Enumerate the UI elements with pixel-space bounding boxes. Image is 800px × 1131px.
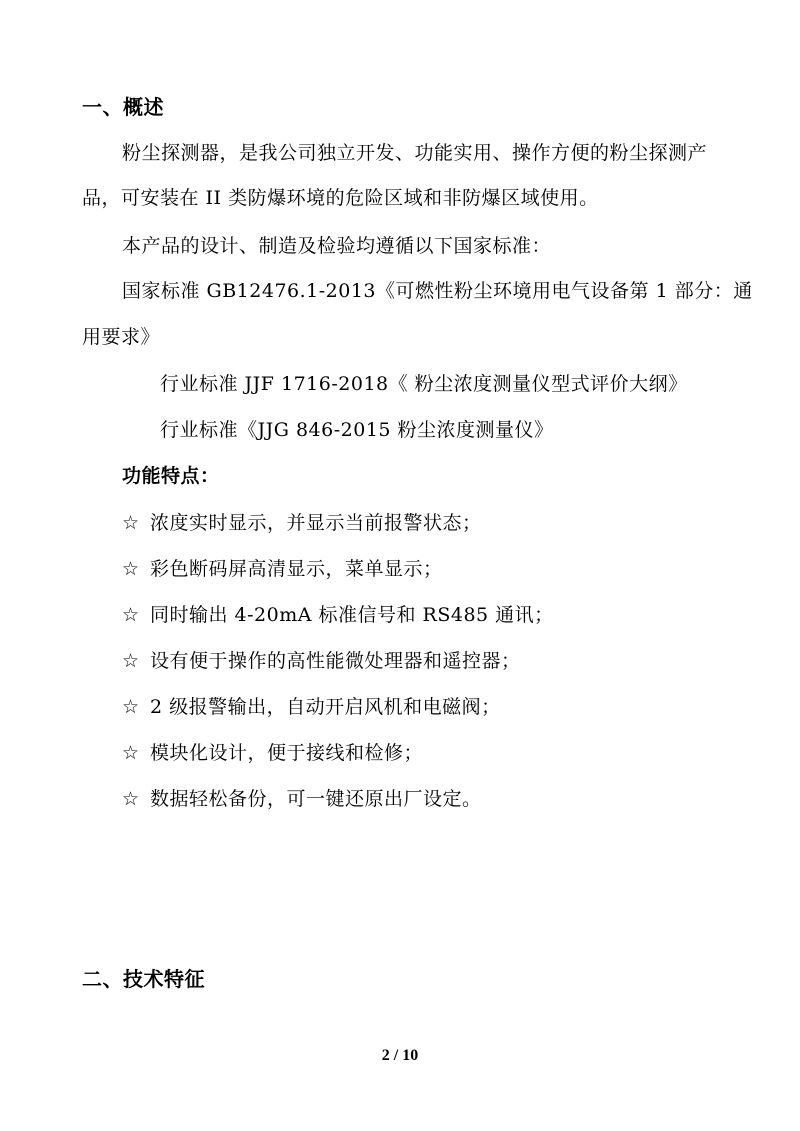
star-bullet-icon: ☆: [122, 788, 140, 810]
feature-text: 模块化设计，便于接线和检修；: [150, 742, 424, 764]
feature-item: [122, 694, 501, 720]
star-bullet-icon: ☆: [122, 604, 140, 626]
feature-text: 浓度实时显示，并显示当前报警状态；: [150, 512, 482, 534]
section-1-title: 一、概述: [82, 95, 164, 119]
star-bullet-icon: ☆: [122, 558, 140, 580]
intro-paragraph-line-2: 品，可安装在 II 类防爆环境的危险区域和非防爆区域使用。: [82, 187, 599, 209]
star-bullet-icon: ☆: [122, 742, 140, 764]
feature-item: [122, 556, 443, 582]
standard-2: 行业标准 JJF 1716-2018《 粉尘浓度测量仪型式评价大纲》: [160, 373, 688, 395]
feature-item: [122, 648, 521, 674]
section-2-title: 二、技术特征: [82, 967, 205, 991]
standards-intro: 本产品的设计、制造及检验均遵循以下国家标准：: [122, 235, 552, 257]
intro-paragraph-line-1: 粉尘探测器，是我公司独立开发、功能实用、操作方便的粉尘探测产: [122, 142, 708, 164]
feature-text: 设有便于操作的高性能微处理器和遥控器；: [150, 650, 521, 672]
feature-item: [122, 602, 554, 628]
star-bullet-icon: ☆: [122, 650, 140, 672]
feature-text: 数据轻松备份，可一键还原出厂设定。: [150, 788, 482, 810]
page-number: 2 / 10: [381, 1047, 419, 1064]
standard-1-line-2: 用要求》: [82, 326, 161, 348]
features-title: 功能特点：: [122, 465, 220, 487]
standard-3: 行业标准《JJG 846-2015 粉尘浓度测量仪》: [160, 419, 554, 441]
feature-item: [122, 740, 423, 766]
standard-1-line-1: 国家标准 GB12476.1-2013《可燃性粉尘环境用电气设备第 1 部分：通: [122, 280, 753, 302]
feature-item: [122, 786, 482, 812]
feature-text: 彩色断码屏高清显示，菜单显示；: [150, 558, 443, 580]
star-bullet-icon: ☆: [122, 696, 140, 718]
feature-text: 同时输出 4-20mA 标准信号和 RS485 通讯；: [150, 604, 554, 626]
feature-text: 2 级报警输出，自动开启风机和电磁阀；: [150, 696, 501, 718]
star-bullet-icon: ☆: [122, 512, 140, 534]
feature-item: [122, 510, 482, 536]
